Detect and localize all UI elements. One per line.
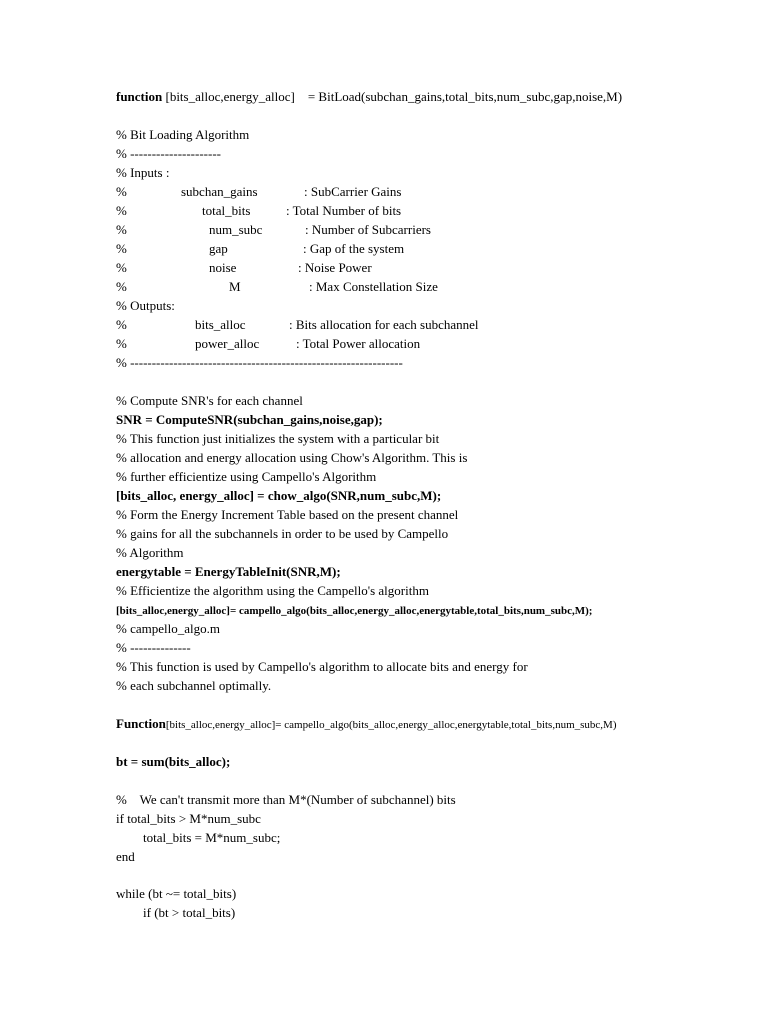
code-line: if (bt > total_bits) [143, 905, 236, 920]
param-percent: % [116, 260, 127, 275]
output-row [116, 317, 616, 333]
param-name: M [229, 279, 241, 294]
output-name: bits_alloc [195, 317, 246, 332]
comment-line: % This function is used by Campello's algorithm to allocate bits and energy for [116, 659, 528, 674]
param-row [116, 260, 616, 276]
comment-rule: % -------------- [116, 640, 191, 655]
param-name: noise [209, 260, 237, 275]
output-percent: % [116, 336, 127, 351]
comment-line: % Form the Energy Increment Table based on the present channel [116, 507, 459, 522]
param-desc: : Noise Power [298, 260, 372, 275]
output-percent: % [116, 317, 127, 332]
comment-line: % each subchannel optimally. [116, 678, 272, 693]
param-row [116, 241, 616, 257]
output-desc: : Total Power allocation [296, 336, 421, 351]
function-signature-text: [bits_alloc,energy_alloc] = BitLoad(subchan_gains,total_bits,num_subc,gap,noise,M) [162, 89, 623, 104]
param-desc: : Gap of the system [303, 241, 405, 256]
param-name: num_subc [209, 222, 263, 237]
param-percent: % [116, 222, 127, 237]
comment-line: % Efficientize the algorithm using the Campello's algorithm [116, 583, 429, 598]
comment-rule: % --------------------- [116, 146, 221, 161]
comment-line: % Compute SNR's for each channel [116, 393, 303, 408]
param-desc: : Total Number of bits [286, 203, 402, 218]
param-percent: % [116, 279, 127, 294]
param-desc: : Number of Subcarriers [305, 222, 431, 237]
output-row [116, 336, 616, 352]
param-percent: % [116, 184, 127, 199]
param-desc: : SubCarrier Gains [304, 184, 402, 199]
inputs-label: % Inputs : [116, 165, 170, 180]
comment-title: % Bit Loading Algorithm [116, 127, 250, 142]
comment-line: % We can't transmit more than M*(Number of subchannel) bits [116, 792, 456, 807]
comment-line: % campello_algo.m [116, 621, 220, 636]
param-name: subchan_gains [181, 184, 258, 199]
param-row [116, 279, 616, 295]
param-name: total_bits [202, 203, 251, 218]
param-row [116, 203, 616, 219]
function-signature-text: [bits_alloc,energy_alloc]= campello_algo(bits_alloc,energy_alloc,energytable,total_bits,num_subc,M) [165, 719, 617, 731]
comment-rule: % --------------------------------------------------------------- [116, 355, 403, 370]
comment-line: % Algorithm [116, 545, 184, 560]
output-name: power_alloc [195, 336, 260, 351]
output-desc: : Bits allocation for each subchannel [289, 317, 479, 332]
code-line: total_bits = M*num_subc; [143, 830, 281, 845]
code-statement: SNR = ComputeSNR(subchan_gains,noise,gap); [116, 412, 383, 427]
comment-line: % This function just initializes the system with a particular bit [116, 431, 440, 446]
code-statement: bt = sum(bits_alloc); [116, 754, 231, 769]
code-line: if total_bits > M*num_subc [116, 811, 261, 826]
param-name: gap [209, 241, 228, 256]
function-signature [116, 716, 617, 733]
function-keyword: Function [116, 716, 166, 731]
comment-line: % gains for all the subchannels in order to be used by Campello [116, 526, 449, 541]
param-row [116, 222, 616, 238]
code-statement: energytable = EnergyTableInit(SNR,M); [116, 564, 341, 579]
code-line: end [116, 849, 135, 864]
comment-line: % further efficientize using Campello's Algorithm [116, 469, 377, 484]
code-statement: [bits_alloc, energy_alloc] = chow_algo(SNR,num_subc,M); [116, 488, 442, 503]
function-keyword: function [116, 89, 163, 104]
param-percent: % [116, 203, 127, 218]
function-signature [116, 89, 622, 105]
code-statement: [bits_alloc,energy_alloc]= campello_algo(bits_alloc,energy_alloc,energytable,total_bits,num_subc,M); [116, 605, 593, 617]
param-row [116, 184, 616, 200]
code-line: while (bt ~= total_bits) [116, 886, 237, 901]
comment-line: % allocation and energy allocation using Chow's Algorithm. This is [116, 450, 468, 465]
outputs-label: % Outputs: [116, 298, 175, 313]
param-percent: % [116, 241, 127, 256]
param-desc: : Max Constellation Size [309, 279, 438, 294]
